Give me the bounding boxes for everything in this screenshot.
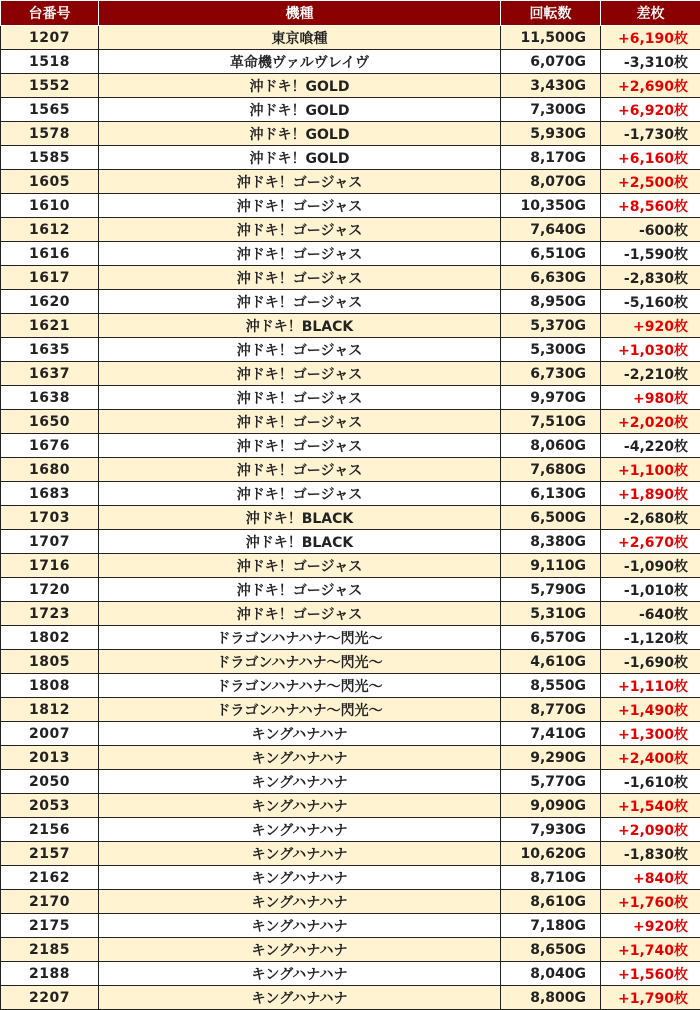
machine-name-cell: 沖ドキ！ゴージャス (99, 362, 501, 386)
spins-cell: 9,290G (501, 746, 601, 770)
difference-cell: -1,120枚 (601, 626, 700, 650)
table-row (1, 26, 700, 50)
spins-cell: 8,800G (501, 986, 601, 1010)
spins-cell: 8,060G (501, 434, 601, 458)
table-row (1, 818, 700, 842)
table-row (1, 890, 700, 914)
spins-cell: 3,430G (501, 74, 601, 98)
table-row (1, 602, 700, 626)
machine-number-cell: 1703 (1, 506, 99, 530)
table-row (1, 578, 700, 602)
spins-cell: 11,500G (501, 26, 601, 50)
machine-name-cell: ドラゴンハナハナ～閃光～ (99, 650, 501, 674)
header-row (1, 1, 700, 26)
table-row (1, 506, 700, 530)
difference-cell: +1,030枚 (601, 338, 700, 362)
difference-cell: +2,690枚 (601, 74, 700, 98)
machine-name-cell: キングハナハナ (99, 770, 501, 794)
spins-cell: 5,300G (501, 338, 601, 362)
machine-name-cell: 沖ドキ！ゴージャス (99, 218, 501, 242)
machine-name-cell: キングハナハナ (99, 818, 501, 842)
table-row (1, 962, 700, 986)
machine-number-cell: 2207 (1, 986, 99, 1010)
difference-cell: -1,090枚 (601, 554, 700, 578)
machine-number-cell: 1680 (1, 458, 99, 482)
machine-number-cell: 1720 (1, 578, 99, 602)
machine-name-cell: 沖ドキ！ゴージャス (99, 578, 501, 602)
table-row (1, 338, 700, 362)
table-row (1, 362, 700, 386)
table-row (1, 938, 700, 962)
difference-cell: +6,160枚 (601, 146, 700, 170)
machine-name-cell: キングハナハナ (99, 962, 501, 986)
difference-cell: -640枚 (601, 602, 700, 626)
machine-number-cell: 1707 (1, 530, 99, 554)
spins-cell: 9,110G (501, 554, 601, 578)
spins-cell: 10,620G (501, 842, 601, 866)
difference-cell: +8,560枚 (601, 194, 700, 218)
machine-number-cell: 1716 (1, 554, 99, 578)
machine-name-cell: キングハナハナ (99, 794, 501, 818)
spins-cell: 8,650G (501, 938, 601, 962)
machine-name-cell: 沖ドキ！ゴージャス (99, 386, 501, 410)
difference-cell: +1,100枚 (601, 458, 700, 482)
machine-number-cell: 1635 (1, 338, 99, 362)
table-row (1, 530, 700, 554)
machine-number-cell: 1612 (1, 218, 99, 242)
machine-number-cell: 2188 (1, 962, 99, 986)
difference-cell: +1,540枚 (601, 794, 700, 818)
machine-name-cell: 沖ドキ！ゴージャス (99, 602, 501, 626)
machine-number-cell: 1207 (1, 26, 99, 50)
difference-cell: -3,310枚 (601, 50, 700, 74)
difference-cell: -1,730枚 (601, 122, 700, 146)
table-row (1, 626, 700, 650)
machine-number-cell: 1565 (1, 98, 99, 122)
machine-number-cell: 1620 (1, 290, 99, 314)
table-row (1, 698, 700, 722)
table-row (1, 866, 700, 890)
machine-number-cell: 1616 (1, 242, 99, 266)
machine-name-cell: キングハナハナ (99, 938, 501, 962)
table-row (1, 986, 700, 1010)
spins-cell: 6,630G (501, 266, 601, 290)
machine-number-cell: 1578 (1, 122, 99, 146)
table-row (1, 842, 700, 866)
machine-number-cell: 1585 (1, 146, 99, 170)
spins-cell: 7,410G (501, 722, 601, 746)
difference-cell: -1,690枚 (601, 650, 700, 674)
table-row (1, 554, 700, 578)
machine-number-cell: 2050 (1, 770, 99, 794)
table-row (1, 482, 700, 506)
spins-cell: 9,970G (501, 386, 601, 410)
header-machine-number: 台番号 (1, 1, 99, 26)
difference-cell: +2,400枚 (601, 746, 700, 770)
machine-name-cell: キングハナハナ (99, 914, 501, 938)
spins-cell: 9,090G (501, 794, 601, 818)
machine-name-cell: 沖ドキ！GOLD (99, 98, 501, 122)
table-row (1, 314, 700, 338)
machine-number-cell: 2175 (1, 914, 99, 938)
difference-cell: -1,830枚 (601, 842, 700, 866)
difference-cell: +1,300枚 (601, 722, 700, 746)
table-row (1, 674, 700, 698)
spins-cell: 5,770G (501, 770, 601, 794)
difference-cell: +2,500枚 (601, 170, 700, 194)
machine-number-cell: 1617 (1, 266, 99, 290)
spins-cell: 7,300G (501, 98, 601, 122)
difference-cell: +1,110枚 (601, 674, 700, 698)
machine-name-cell: キングハナハナ (99, 746, 501, 770)
machine-name-cell: 沖ドキ！ゴージャス (99, 458, 501, 482)
header-machine-name: 機種 (99, 1, 501, 26)
table-row (1, 266, 700, 290)
table-row (1, 722, 700, 746)
table-row (1, 146, 700, 170)
machine-name-cell: キングハナハナ (99, 986, 501, 1010)
machine-number-cell: 1518 (1, 50, 99, 74)
machine-number-cell: 1805 (1, 650, 99, 674)
difference-cell: -1,590枚 (601, 242, 700, 266)
machine-number-cell: 1638 (1, 386, 99, 410)
machine-number-cell: 2185 (1, 938, 99, 962)
machine-number-cell: 2156 (1, 818, 99, 842)
spins-cell: 5,310G (501, 602, 601, 626)
machine-name-cell: 沖ドキ！ゴージャス (99, 434, 501, 458)
machine-number-cell: 2157 (1, 842, 99, 866)
difference-cell: +920枚 (601, 914, 700, 938)
table-row (1, 650, 700, 674)
spins-cell: 7,510G (501, 410, 601, 434)
table-row (1, 746, 700, 770)
machine-number-cell: 1552 (1, 74, 99, 98)
difference-cell: +2,670枚 (601, 530, 700, 554)
machine-number-cell: 1650 (1, 410, 99, 434)
spins-cell: 8,380G (501, 530, 601, 554)
table-row (1, 434, 700, 458)
spins-cell: 8,070G (501, 170, 601, 194)
difference-cell: -5,160枚 (601, 290, 700, 314)
difference-cell: -4,220枚 (601, 434, 700, 458)
difference-cell: -600枚 (601, 218, 700, 242)
spins-cell: 6,500G (501, 506, 601, 530)
machine-name-cell: キングハナハナ (99, 866, 501, 890)
spins-cell: 6,570G (501, 626, 601, 650)
machine-number-cell: 1683 (1, 482, 99, 506)
machine-name-cell: 沖ドキ！BLACK (99, 314, 501, 338)
table-row (1, 242, 700, 266)
spins-cell: 4,610G (501, 650, 601, 674)
spins-cell: 7,930G (501, 818, 601, 842)
spins-cell: 8,170G (501, 146, 601, 170)
machine-number-cell: 1621 (1, 314, 99, 338)
spins-cell: 8,770G (501, 698, 601, 722)
difference-cell: -2,210枚 (601, 362, 700, 386)
spins-cell: 8,710G (501, 866, 601, 890)
difference-cell: +920枚 (601, 314, 700, 338)
spins-cell: 5,930G (501, 122, 601, 146)
machine-name-cell: ドラゴンハナハナ～閃光～ (99, 626, 501, 650)
spins-cell: 6,130G (501, 482, 601, 506)
machine-number-cell: 1802 (1, 626, 99, 650)
difference-cell: +1,790枚 (601, 986, 700, 1010)
table-row (1, 50, 700, 74)
difference-cell: +2,090枚 (601, 818, 700, 842)
difference-cell: +1,890枚 (601, 482, 700, 506)
table-row (1, 170, 700, 194)
spins-cell: 8,610G (501, 890, 601, 914)
machine-name-cell: キングハナハナ (99, 842, 501, 866)
table-row (1, 410, 700, 434)
machine-name-cell: 沖ドキ！ゴージャス (99, 554, 501, 578)
machine-name-cell: 沖ドキ！ゴージャス (99, 194, 501, 218)
difference-cell: +1,560枚 (601, 962, 700, 986)
machine-name-cell: 沖ドキ！BLACK (99, 506, 501, 530)
table-row (1, 458, 700, 482)
machine-number-cell: 2007 (1, 722, 99, 746)
machine-name-cell: ドラゴンハナハナ～閃光～ (99, 698, 501, 722)
difference-cell: +6,190枚 (601, 26, 700, 50)
spins-cell: 7,180G (501, 914, 601, 938)
difference-cell: +6,920枚 (601, 98, 700, 122)
difference-cell: -2,680枚 (601, 506, 700, 530)
spins-cell: 7,640G (501, 218, 601, 242)
spins-cell: 10,350G (501, 194, 601, 218)
difference-cell: +2,020枚 (601, 410, 700, 434)
machine-name-cell: 革命機ヴァルヴレイヴ (99, 50, 501, 74)
difference-cell: -2,830枚 (601, 266, 700, 290)
difference-cell: +980枚 (601, 386, 700, 410)
machine-number-cell: 2170 (1, 890, 99, 914)
machine-name-cell: 沖ドキ！ゴージャス (99, 338, 501, 362)
machine-number-cell: 1610 (1, 194, 99, 218)
spins-cell: 6,510G (501, 242, 601, 266)
machine-number-cell: 1676 (1, 434, 99, 458)
difference-cell: -1,610枚 (601, 770, 700, 794)
machine-name-cell: 沖ドキ！ゴージャス (99, 482, 501, 506)
table-row (1, 218, 700, 242)
machine-name-cell: 沖ドキ！ゴージャス (99, 266, 501, 290)
difference-cell: +1,740枚 (601, 938, 700, 962)
table-row (1, 122, 700, 146)
table-row (1, 290, 700, 314)
header-spins: 回転数 (501, 1, 601, 26)
table-row (1, 98, 700, 122)
machine-number-cell: 1808 (1, 674, 99, 698)
table-row (1, 770, 700, 794)
machine-number-cell: 2053 (1, 794, 99, 818)
spins-cell: 8,950G (501, 290, 601, 314)
table-row (1, 194, 700, 218)
machine-number-cell: 1637 (1, 362, 99, 386)
machine-name-cell: 沖ドキ！ゴージャス (99, 170, 501, 194)
spins-cell: 8,550G (501, 674, 601, 698)
machine-number-cell: 2013 (1, 746, 99, 770)
table-row (1, 74, 700, 98)
spins-cell: 7,680G (501, 458, 601, 482)
difference-cell: +1,490枚 (601, 698, 700, 722)
spins-cell: 6,070G (501, 50, 601, 74)
machine-name-cell: 沖ドキ！BLACK (99, 530, 501, 554)
machine-number-cell: 1723 (1, 602, 99, 626)
machine-name-cell: ドラゴンハナハナ～閃光～ (99, 674, 501, 698)
machine-name-cell: 沖ドキ！GOLD (99, 74, 501, 98)
machine-name-cell: キングハナハナ (99, 722, 501, 746)
machine-name-cell: 沖ドキ！ゴージャス (99, 290, 501, 314)
spins-cell: 6,730G (501, 362, 601, 386)
spins-cell: 5,370G (501, 314, 601, 338)
machine-name-cell: 沖ドキ！GOLD (99, 122, 501, 146)
machine-number-cell: 1812 (1, 698, 99, 722)
machine-name-cell: キングハナハナ (99, 890, 501, 914)
table-row (1, 386, 700, 410)
machine-name-cell: 沖ドキ！GOLD (99, 146, 501, 170)
header-difference: 差枚 (601, 1, 700, 26)
machine-name-cell: 沖ドキ！ゴージャス (99, 242, 501, 266)
machine-number-cell: 1605 (1, 170, 99, 194)
machine-number-cell: 2162 (1, 866, 99, 890)
difference-cell: -1,010枚 (601, 578, 700, 602)
spins-cell: 8,040G (501, 962, 601, 986)
machine-name-cell: 東京喰種 (99, 26, 501, 50)
table-row (1, 794, 700, 818)
spins-cell: 5,790G (501, 578, 601, 602)
difference-cell: +840枚 (601, 866, 700, 890)
table-row (1, 914, 700, 938)
difference-cell: +1,760枚 (601, 890, 700, 914)
machine-name-cell: 沖ドキ！ゴージャス (99, 410, 501, 434)
